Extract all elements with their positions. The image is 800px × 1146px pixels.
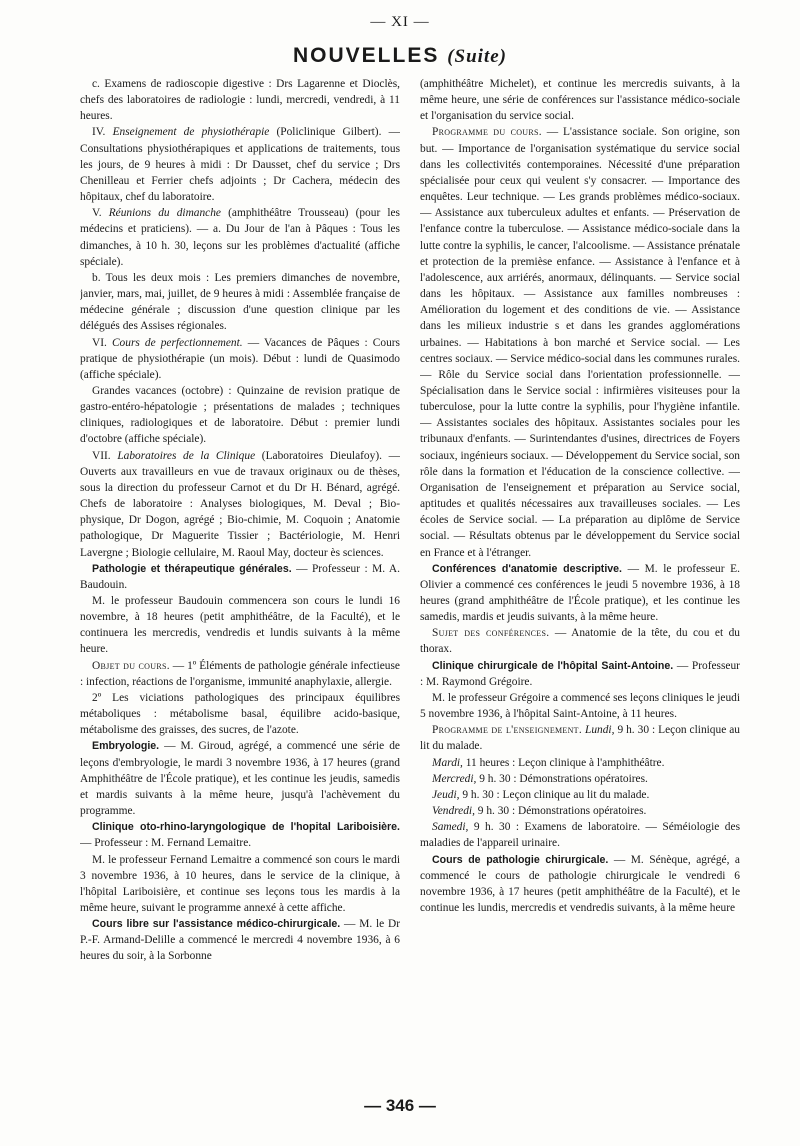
subsection-lead: Programme de l'enseignement. [432, 724, 583, 737]
schedule-line: Mercredi, 9 h. 30 : Démonstrations opératoires. [432, 772, 648, 785]
title-text: NOUVELLES [293, 44, 440, 67]
paragraph: IV. Enseignement de physiothérapie (Policlinique Gilbert). — Consultations physiothérapiques et applications de traitements, tous les jours, de 9 heures à midi : Dr Dausset, chef du service ; Drs Chenilleau et Ferrier chefs adjoints ; Dr Cachera, médecin des hôpitaux, chef du laboratoire. [80, 126, 400, 204]
page-number: — 346 — [364, 1096, 436, 1115]
paragraph: M. le professeur Fernand Lemaitre a commencé son cours le mardi 3 novembre 1936, à 10 heures, dans le service de la clinique, à l'hôpital Lariboisière, et continue ses leçons tous les mardis à la même heure, suivant le programme annexé à cette affiche. [80, 853, 400, 914]
roman-folio: — XI — [370, 14, 430, 30]
paragraph: Programme du cours. — L'assistance sociale. Son origine, son but. — Importance de l'organisation systématique du service social dans les collectivités contemporaines. Nécessité d'une préparation spécialisée pour ceux qui veulent s'y consacrer. — Importance des enquêtes. Leur technique. — Les grands problèmes médico-sociaux. — Assistance aux tuberculeux adultes et enfants. — Préservation de l'enfance contre la tuberculose. — Assistance médico-sociale dans la lutte contre la syphilis, le cancer, l'alcoolisme. — Assistance prénatale et protection de la premièse enfance. — Assistance à l'enfance et à l'adolescence, aux arriérés, anormaux, délinquants. — Service social dans les hôpitaux. — Assistance aux familles nombreuses : Amélioration du logement et des conditions de vie. — Assistance dans les milieux industrie s et dans les grandes agglomérations urbaines. — Habitations à bon marché et Service social. — Les centres sociaux. — Service médico-social dans les communes rurales. — Rôle du Service social dans l'orientation professionnelle. — Spécialisation dans le Service social : infirmières visiteuses pour la tuberculose, pour la lutte contre la syphilis, pour l'hygiène infantile. — Assistantes sociales des hôpitaux. Assistantes sociales pour les tribunaux d'enfants. — Surintendantes d'usines, directrices de Foyers sociaux, ingénieurs sociaux. — Développement du Service social, son rôle dans la formation et l'éducation de la conscience collective. — Organisation de l'enseignement et préparation au Service social, aptitudes et qualités nécessaires aux travailleuses sociales. — Les écoles de Service social. — La préparation au diplôme de Service social. — Résultats obtenus par le développement du Service social en France et à l'étranger. [420, 126, 740, 559]
paragraph: Embryologie. — M. Giroud, agrégé, a commencé une série de leçons d'embryologie, le mardi 3 novembre 1936, à 17 heures (grand Amphithéâtre de l'École pratique), et les continue les jeudis, samedis et mardis suivants à la même heure, jusqu'à l'achèvement du programme. [80, 740, 400, 818]
weekday: Jeudi, [432, 788, 460, 801]
paragraph: Conférences d'anatomie descriptive. — M. le professeur E. Olivier a commencé ces conférences le jeudi 5 novembre 1936, à 18 heures (grand amphithéâtre de l'École pratique), et les continue les samedis, mardis et jeudis suivants, à la même heure. [420, 562, 740, 624]
paragraph: Cours libre sur l'assistance médico-chirurgicale. — M. le Dr P.-F. Armand-Delille a commencé le mercredi 4 novembre 1936, à 6 heures du soir, à la Sorbonne [80, 918, 400, 963]
paragraph: Grandes vacances (octobre) : Quinzaine de revision pratique de gastro-entéro-hépatologie ; présentations de malades ; techniques cliniques, radiologiques et de laboratoire. Début : premier lundi d'octobre (affiche spéciale). [80, 384, 400, 446]
left-column [80, 76, 400, 1098]
title-suite: (Suite) [447, 46, 507, 67]
subsection-lead: Sujet des conférences. [432, 627, 550, 640]
schedule-line: Vendredi, 9 h. 30 : Démonstrations opératoires. [432, 805, 647, 818]
page-title [0, 44, 800, 68]
paragraph: b. Tous les deux mois : Les premiers dimanches de novembre, janvier, mars, mai, juillet, de 9 heures à midi : Assemblée française de médecine générale ; discussion d'une question clinique par les délégués des Assises régionales. [80, 271, 400, 333]
subsection-lead: Objet du cours. [92, 659, 170, 672]
subsection-lead: Programme du cours. [432, 126, 542, 139]
paragraph: c. Examens de radioscopie digestive : Drs Lagarenne et Dioclès, chefs des laboratoires de radiologie : lundi, mercredi, vendredi, à 11 heures. [80, 78, 400, 123]
paragraph: Clinique oto-rhino-laryngologique de l'hopital Lariboisière. — Professeur : M. Fernand Lemaitre. [80, 821, 400, 850]
weekday: Lundi, [585, 724, 615, 737]
weekday: Mercredi, [432, 772, 477, 785]
course-heading: Cours de pathologie chirurgicale. [432, 853, 609, 866]
course-heading: Clinique oto-rhino-laryngologique de l'hopital Lariboisière. [92, 821, 400, 834]
weekday: Mardi, [432, 756, 463, 769]
weekday: Vendredi, [432, 805, 475, 818]
paragraph: Programme de l'enseignement. Lundi, 9 h. 30 : Leçon clinique au lit du malade. [420, 724, 740, 753]
course-heading: Conférences d'anatomie descriptive. [432, 562, 622, 575]
section-heading: Laboratoires de la Clinique [117, 449, 256, 462]
paragraph: Pathologie et thérapeutique générales. — Professeur : M. A. Baudouin. [80, 562, 400, 591]
paragraph: (amphithéâtre Michelet), et continue les mercredis suivants, à la même heure, une série de conférences sur l'assistance médico-sociale et l'organisation du service social. [420, 78, 740, 123]
paragraph: V. Réunions du dimanche (amphithéâtre Trousseau) (pour les médecins et praticiens). — a. Du Jour de l'an à Pâques : Tous les dimanches, à 10 h. 30, leçons sur les problèmes d'actualité (affiche spéciale). [80, 207, 400, 268]
paragraph: Sujet des conférences. — Anatomie de la tête, du cou et du thorax. [420, 627, 740, 656]
schedule-line: Jeudi, 9 h. 30 : Leçon clinique au lit du malade. [432, 788, 650, 801]
text-columns [80, 76, 740, 1098]
paragraph: VI. Cours de perfectionnement. — Vacances de Pâques : Cours pratique de physiothérapie (un mois). Début : lundi de Quasimodo (affiche spéciale). [80, 336, 400, 381]
paragraph: Objet du cours. — 1º Éléments de pathologie générale infectieuse : infection, réactions de l'organisme, immunité anaphylaxie, allergie. [80, 659, 400, 688]
section-heading: Enseignement de physiothérapie [112, 126, 270, 139]
weekday: Samedi, [432, 821, 469, 834]
course-heading: Embryologie. [92, 740, 160, 753]
paragraph: M. le professeur Grégoire a commencé ses leçons cliniques le jeudi 5 novembre 1936, à l'hôpital Saint-Antoine, à 11 heures. [420, 691, 740, 721]
section-heading: Cours de perfectionnement. [111, 336, 243, 349]
paragraph: M. le professeur Baudouin commencera son cours le lundi 16 novembre, à 18 heures (petit amphithéâtre, de la Faculté), et le continuera les mercredis, vendredis et lundis suivants à la même heure. [80, 595, 400, 656]
section-heading: Réunions du dimanche [108, 207, 221, 220]
course-heading: Pathologie et thérapeutique générales. [92, 562, 292, 575]
paragraph: Cours de pathologie chirurgicale. — M. Sénèque, agrégé, a commencé le cours de pathologie chirurgicale le vendredi 6 novembre 1936, à 17 heures (petit amphithéâtre de la Faculté), et le continue les lundis, mercredis et vendredis suivants, à la même heure [420, 853, 740, 914]
paragraph: 2º Les viciations pathologiques des principaux équilibres métaboliques : métabolisme basal, équilibre acido-basique, métabolisme des graisses, des sucres, de l'azote. [80, 691, 400, 737]
course-heading: Cours libre sur l'assistance médico-chirurgicale. [92, 918, 341, 931]
paragraph: VII. Laboratoires de la Clinique (Laboratoires Dieulafoy). — Ouverts aux travailleurs en vue de travaux originaux ou de thèses, sous la direction du professeur Carnot et du Dr H. Bénard, agrégé. Chefs de laboratoire : Analyses biologiques, M. Deval ; Bio-physique, Dr Dogon, agrégé ; Bio-chimie, M. Coquoin ; Anatomie pathologique, Dr Maguerite Tissier ; Bactériologie, M. Henri Lavergne ; Biologie cellulaire, M. Raoul May, docteur ès sciences. [80, 449, 400, 559]
right-column [420, 76, 740, 1098]
course-heading: Clinique chirurgicale de l'hôpital Saint-Antoine. [432, 659, 674, 672]
schedule-line: Samedi, 9 h. 30 : Examens de laboratoire. — Séméiologie des maladies de l'appareil urinaire. [420, 821, 740, 850]
paragraph: Clinique chirurgicale de l'hôpital Saint-Antoine. — Professeur : M. Raymond Grégoire. [420, 659, 740, 688]
schedule-line: Mardi, 11 heures : Leçon clinique à l'amphithéâtre. [432, 756, 665, 769]
